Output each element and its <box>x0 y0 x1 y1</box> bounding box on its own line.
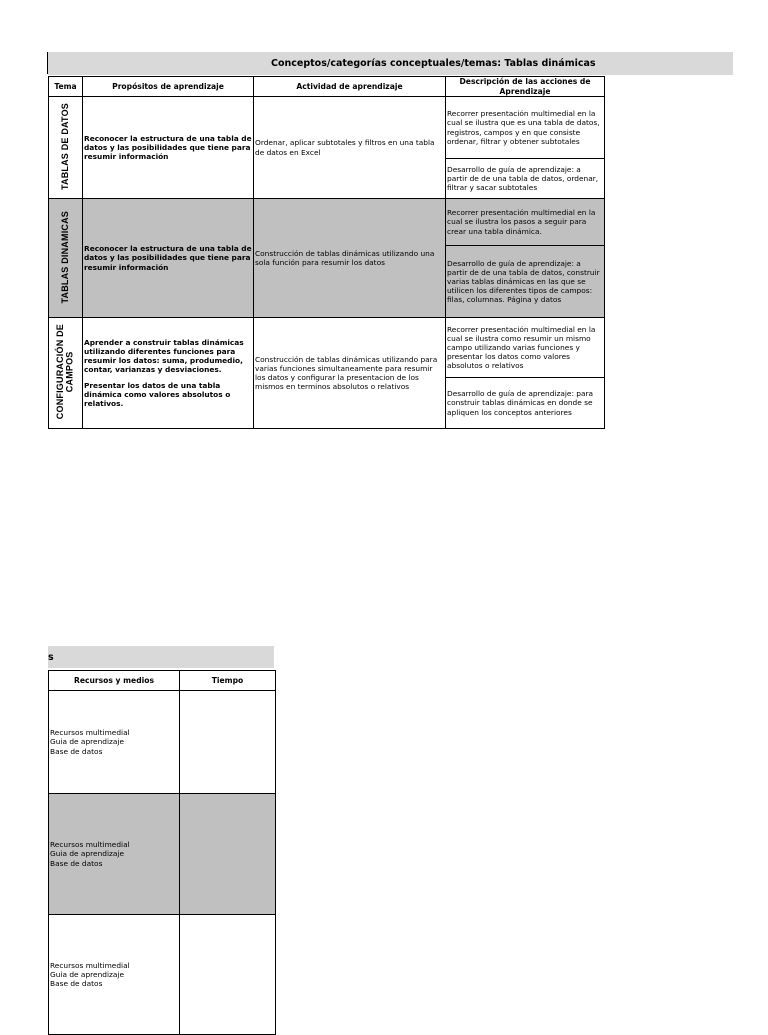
actividad-cell: Construcción de tablas dinámicas utilizando para varias funciones simultaneamente para resumir los datos y configurar la presentacion de los mismos en terminos absolutos o relativos <box>254 318 446 429</box>
column-header-tema: Tema <box>49 77 83 97</box>
recursos-cell: Recursos multimedial Guia de aprendizaje Base de datos <box>49 915 180 1035</box>
column-header-propositos: Propósitos de aprendizaje <box>83 77 254 97</box>
column-header-actividad: Actividad de aprendizaje <box>254 77 446 97</box>
tema-label: CONFIGURACIÓN DE CAMPOS <box>55 324 75 420</box>
proposito-text: Aprender a construir tablas dinámicas utilizando diferentes funciones para resumir los datos: suma, produmedio, contar, varianzas y desviaciones. <box>84 338 244 375</box>
recursos-cell: Recursos multimedial Guia de aprendizaje Base de datos <box>49 794 180 915</box>
tema-label: TABLAS DINAMICAS <box>59 210 70 304</box>
table-row <box>49 199 605 246</box>
tema-cell <box>49 199 83 318</box>
proposito-cell <box>83 318 254 429</box>
header-left-border <box>47 52 48 74</box>
resources-table <box>48 670 276 1035</box>
table-row <box>49 794 276 915</box>
column-header-tiempo: Tiempo <box>180 671 276 691</box>
tiempo-cell <box>180 915 276 1035</box>
table-row <box>49 97 605 159</box>
resources-banner <box>48 646 274 668</box>
accion-cell: Desarrollo de guía de aprendizaje: a partir de de una tabla de datos, ordenar, filtrar y sacar subtotales <box>446 159 605 199</box>
table-row <box>49 691 276 794</box>
accion-cell: Recorrer presentación multimedial en la cual se ilustra los pasos a seguir para crear una tabla dinámica. <box>446 199 605 246</box>
proposito-cell: Reconocer la estructura de una tabla de datos y las posibilidades que tiene para resumir información <box>83 199 254 318</box>
accion-cell: Recorrer presentación multimedial en la cual se ilustra como resumir un mismo campo utilizando varias funciones y presentar los datos como valores absolutos o relativos <box>446 318 605 378</box>
proposito-cell: Reconocer la estructura de una tabla de datos y las posibilidades que tiene para resumir información <box>83 97 254 199</box>
actividad-cell: Construcción de tablas dinámicas utilizando una sola función para resumir los datos <box>254 199 446 318</box>
tiempo-cell <box>180 794 276 915</box>
table-header-row <box>49 77 605 97</box>
tema-cell <box>49 318 83 429</box>
column-header-descripcion: Descripción de las acciones de Aprendizaje <box>446 77 605 97</box>
tiempo-cell <box>180 691 276 794</box>
page-title: Conceptos/categorías conceptuales/temas: Tablas dinámicas <box>271 58 596 69</box>
proposito-text-2: Presentar los datos de una tabla dinámica como valores absolutos o relativos. <box>84 380 231 408</box>
recursos-cell: Recursos multimedial Guia de aprendizaje Base de datos <box>49 691 180 794</box>
table-row <box>49 318 605 378</box>
table-header-row <box>49 671 276 691</box>
learning-plan-table <box>48 76 605 429</box>
resources-banner-text: s <box>48 652 54 663</box>
actividad-cell: Ordenar, aplicar subtotales y filtros en una tabla de datos en Excel <box>254 97 446 199</box>
accion-cell: Recorrer presentación multimedial en la cual se ilustra que es una tabla de datos, registros, campos y en que consiste ordenar, filtrar y obtener subtotales <box>446 97 605 159</box>
table-row <box>49 915 276 1035</box>
column-header-recursos: Recursos y medios <box>49 671 180 691</box>
accion-cell: Desarrollo de guía de aprendizaje: para construir tablas dinámicas en donde se apliquen los conceptos anteriores <box>446 378 605 429</box>
accion-cell: Desarrollo de guía de aprendizaje: a partir de de una tabla de datos, construir varias tablas dinámicas en las que se utilicen los diferentes tipos de campos: filas, columnas. Página y datos <box>446 246 605 318</box>
tema-label: TABLAS DE DATOS <box>59 102 70 190</box>
tema-cell <box>49 97 83 199</box>
